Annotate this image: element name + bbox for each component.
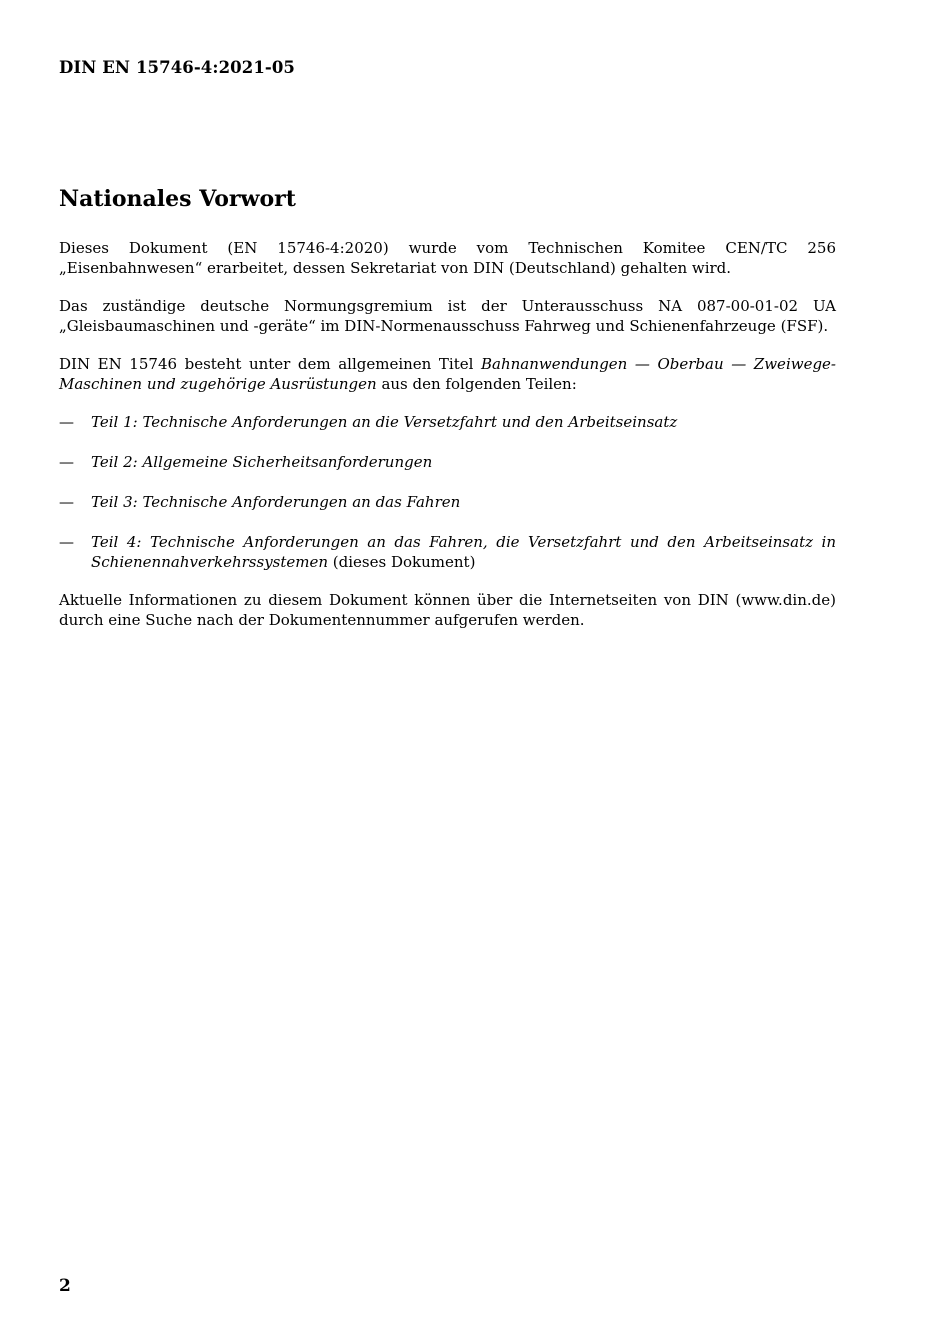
series-outro-text: aus den folgenden Teilen: (376, 375, 577, 393)
dash-marker: — (59, 493, 74, 511)
paragraph-standards-body: Das zuständige deutsche Normungsgremium ist der Unterausschuss NA 087-00-01-02 UA „Gleisbaumaschinen und -geräte“ im DIN-Normenausschuss Fahrweg und Schienenfahrzeuge (FSF). (59, 297, 836, 335)
document-header: DIN EN 15746-4:2021-05 (59, 58, 296, 77)
paragraph-online-info: Aktuelle Informationen zu diesem Dokument können über die Internetseiten von DIN (www.din.de) durch eine Suche nach der Dokumentennummer aufgerufen werden. (59, 591, 836, 629)
paragraph-committee: Dieses Dokument (EN 15746-4:2020) wurde vom Technischen Komitee CEN/TC 256 „Eisenbahnwesen“ erarbeitet, dessen Sekretariat von DIN (Deutschland) gehalten wird. (59, 239, 836, 277)
dash-marker: — (59, 453, 74, 471)
page-number: 2 (59, 1276, 71, 1296)
document-body (59, 238, 836, 648)
series-title-italic: Bahnanwendungen — Oberbau — Zweiwege-Maschinen und zugehörige Ausrüstungen (59, 355, 836, 393)
list-item-text: Teil 1: Technische Anforderungen an die Versetzfahrt und den Arbeitseinsatz (91, 413, 678, 431)
list-item (59, 452, 836, 472)
list-item-text: Teil 4: Technische Anforderungen an das Fahren, die Versetzfahrt und den Arbeitseinsatz in Schienennahverkehrssystemen (91, 533, 836, 571)
parts-list (59, 412, 836, 572)
list-item (59, 412, 836, 432)
list-item (59, 492, 836, 512)
dash-marker: — (59, 533, 74, 551)
dash-marker: — (59, 413, 74, 431)
page-title: Nationales Vorwort (59, 186, 296, 212)
list-item-text: Teil 2: Allgemeine Sicherheitsanforderungen (91, 453, 433, 471)
series-intro-text: DIN EN 15746 besteht unter dem allgemeinen Titel (59, 355, 481, 373)
list-item-suffix: (dieses Dokument) (328, 553, 476, 571)
list-item (59, 532, 836, 572)
paragraph-series-title (59, 354, 836, 394)
list-item-text: Teil 3: Technische Anforderungen an das Fahren (91, 493, 461, 511)
